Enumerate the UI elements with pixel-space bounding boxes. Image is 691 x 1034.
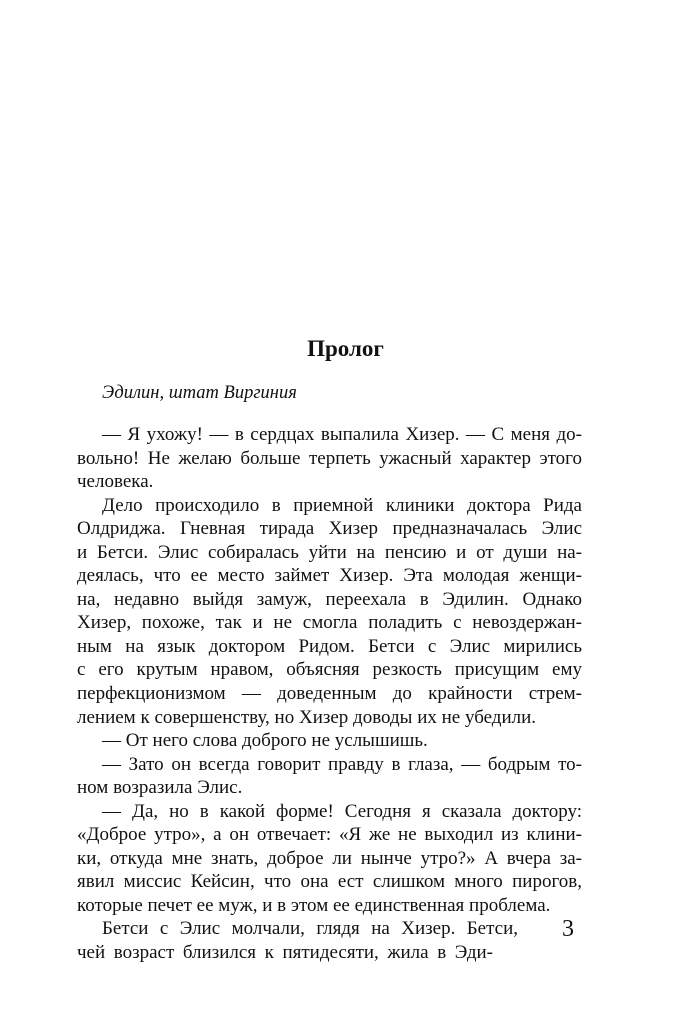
text-line: ки, откуда мне знать, доброе ли нынче утро?» А вчера за- [77, 847, 582, 869]
text-line: и Бетси. Элис собиралась уйти на пенсию и от души на- [77, 541, 582, 563]
text-line: «Доброе утро», а он отвечает: «Я же не выходил из клини- [77, 824, 582, 846]
text-line: с его крутым нравом, объясняя резкость присущим ему [77, 659, 582, 681]
page-number: 3 [562, 916, 574, 942]
text-line: ном возразила Элис. [77, 777, 243, 799]
body-text [77, 423, 582, 965]
text-line: — Я ухожу! — в сердцах выпалила Хизер. — С меня до- [102, 424, 582, 445]
text-line: — От него слова доброго не услышишь. [102, 730, 428, 752]
text-line: человека. [77, 471, 154, 493]
place-subtitle: Эдилин, штат Виргиния [102, 383, 297, 403]
text-line: перфекционизмом — доведенным до крайности стрем- [77, 683, 582, 705]
text-line: которые печет ее муж, и в этом ее единственная проблема. [77, 894, 551, 916]
text-line: вольно! Не желаю больше терпеть ужасный характер этого [77, 447, 582, 469]
text-line: лением к совершенству, но Хизер доводы их не убедили. [77, 706, 537, 728]
text-line: на, недавно выйдя замуж, переехала в Эдилин. Однако [77, 588, 582, 610]
text-line: Олдриджа. Гневная тирада Хизер предназначалась Элис [77, 518, 582, 540]
text-line: ным на язык доктором Ридом. Бетси с Элис мирились [77, 635, 582, 657]
text-line: — Да, но в какой форме! Сегодня я сказала доктору: [102, 800, 582, 822]
text-line: — Зато он всегда говорит правду в глаза, — бодрым то- [102, 753, 582, 775]
text-line: Дело происходило в приемной клиники доктора Рида [102, 494, 582, 516]
chapter-title: Пролог [307, 336, 384, 361]
text-line: чей возраст близился к пятидесяти, жила в Эди- [77, 942, 493, 964]
text-line: Хизер, похоже, так и не смогла поладить с невоздержан- [77, 612, 582, 634]
text-line: Бетси с Элис молчали, глядя на Хизер. Бетси, [102, 918, 518, 940]
text-line: деялась, что ее место займет Хизер. Эта молодая женщи- [77, 565, 582, 587]
text-line: явил миссис Кейсин, что она ест слишком много пирогов, [77, 871, 582, 893]
